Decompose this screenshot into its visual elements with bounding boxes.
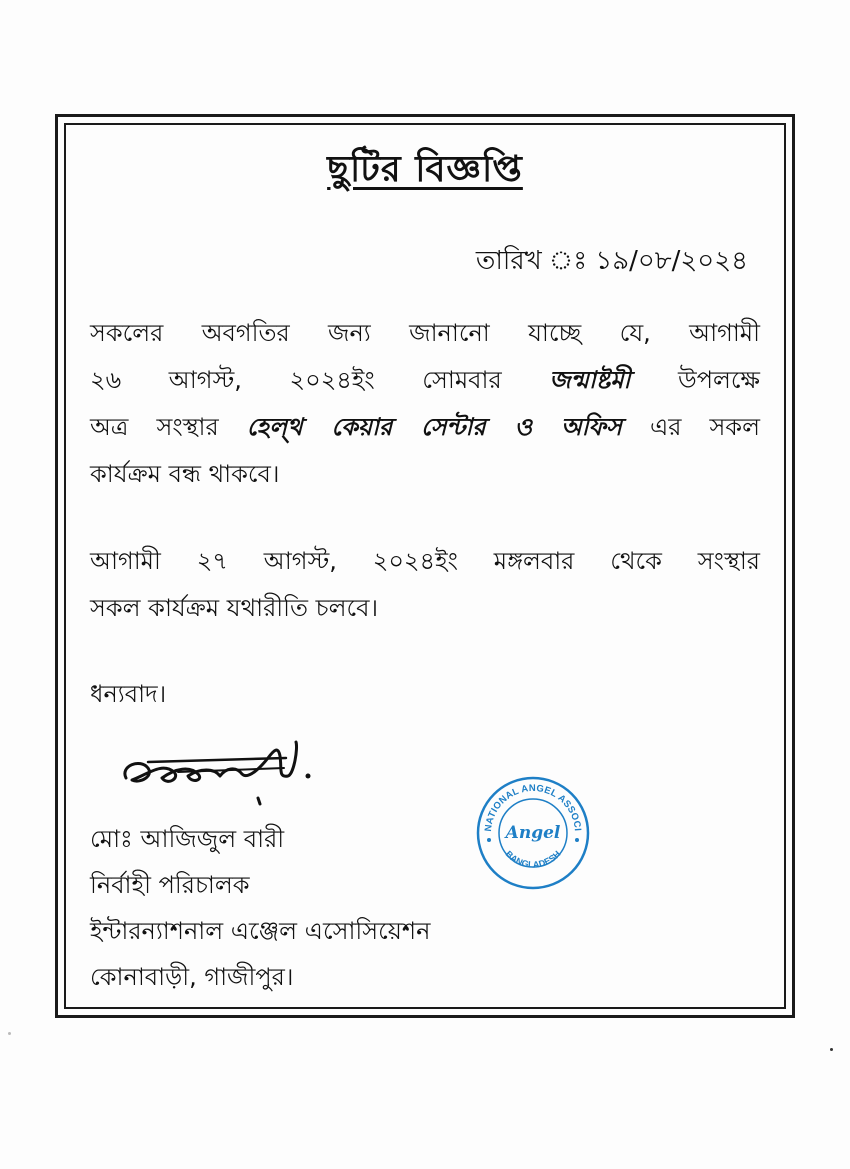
closing-thanks: ধন্যবাদ। — [90, 680, 167, 708]
paragraph-line: সকল কার্যক্রম যথারীতি চলবে। — [90, 594, 379, 622]
signatory-block — [90, 816, 430, 1000]
paragraph-line: আগামী ২৭ আগস্ট, ২০২৪ইং মঙ্গলবার থেকে সংস্থার — [90, 547, 760, 575]
seal-ring-text: NATIONAL ANGEL ASSOCI — [482, 782, 583, 833]
svg-text:BANGLADESH — [504, 849, 563, 870]
line-text: উপলক্ষে — [678, 366, 760, 394]
notice-title: ছুটির বিজ্ঞপ্তি — [327, 149, 523, 190]
paragraph-line: কার্যক্রম বন্ধ থাকবে। — [90, 460, 280, 488]
signatory-name: মোঃ আজিজুল বারী — [90, 825, 285, 853]
notice-paragraph-2 — [90, 538, 760, 632]
line-text: এর সকল — [649, 413, 760, 441]
line-text: ২৬ আগস্ট, ২০২৪ইং সোমবার — [90, 366, 502, 394]
handwritten-signature — [118, 728, 338, 812]
scan-speck — [830, 1048, 833, 1051]
seal-bottom-text: BANGLADESH — [503, 848, 563, 870]
paragraph-line — [90, 357, 760, 404]
line-text: অত্র সংস্থার — [90, 413, 219, 441]
organization-seal — [474, 774, 592, 896]
notice-date: তারিখ ঃ ১৯/০৮/২০২৪ — [475, 246, 748, 276]
paragraph-line — [90, 404, 760, 451]
signatory-organization: ইন্টারন্যাশনাল এঞ্জেল এসোসিয়েশন — [90, 917, 431, 945]
signatory-address: কোনাবাড়ী, গাজীপুর। — [90, 963, 294, 991]
scan-speck — [8, 1032, 11, 1035]
signatory-designation: নির্বাহী পরিচালক — [90, 871, 250, 899]
seal-center-text: Angel — [505, 823, 561, 843]
notice-paragraph-1 — [90, 310, 760, 498]
holiday-name: জন্মাষ্টমী — [549, 366, 631, 394]
paragraph-line: সকলের অবগতির জন্য জানানো যাচ্ছে যে, আগামী — [90, 319, 760, 347]
affected-units: হেল্থ কেয়ার সেন্টার ও অফিস — [246, 413, 622, 441]
